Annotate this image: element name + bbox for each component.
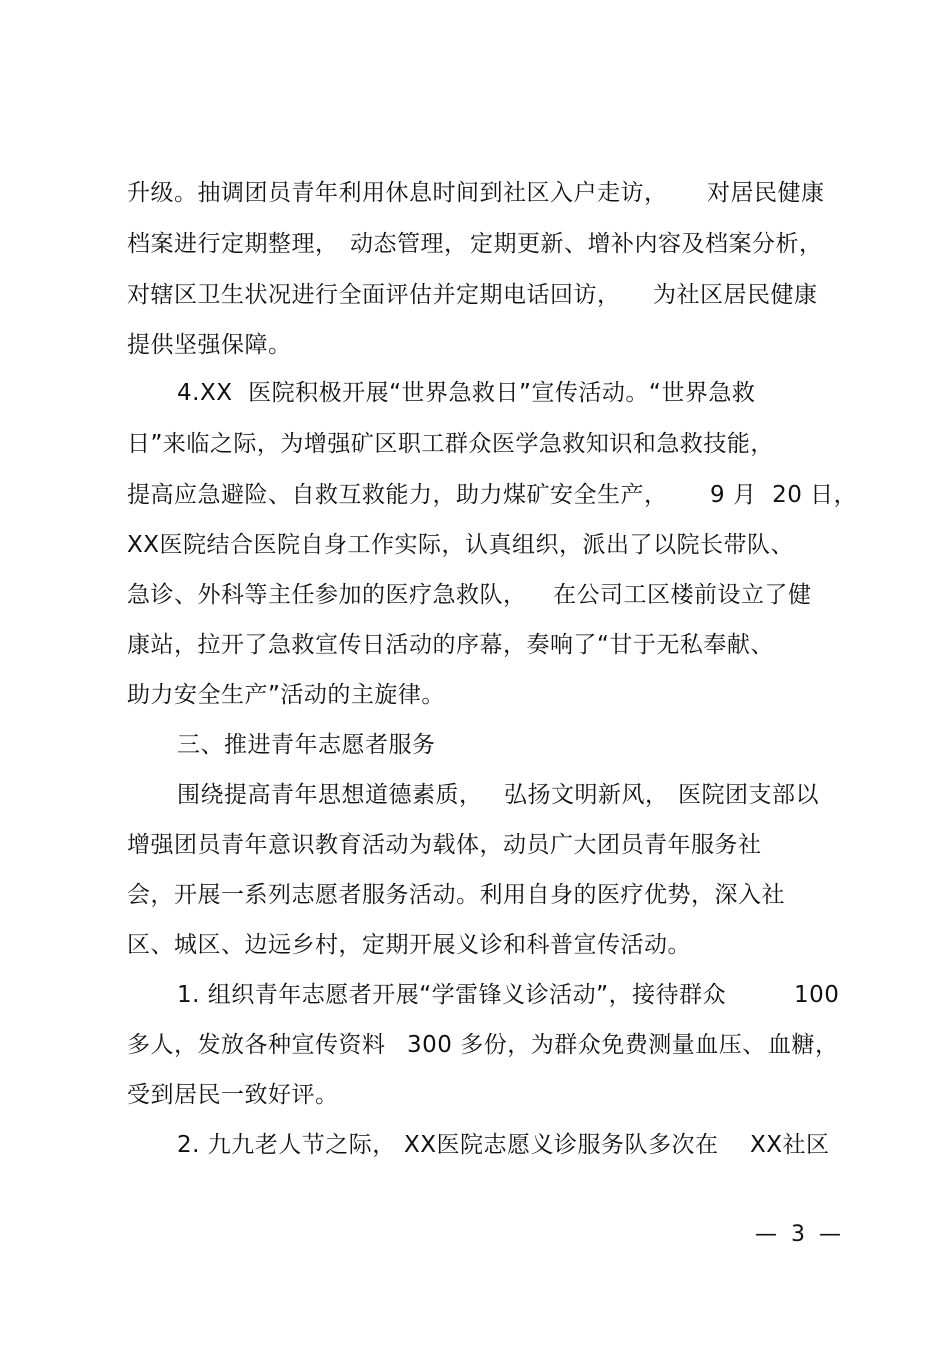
section-heading: 三、推进青年志愿者服务 <box>177 732 436 758</box>
text-line: 康站，拉开了急救宣传日活动的序幕，奏响了“甘于无私奉献、 <box>127 632 774 658</box>
text-line: 医院团支部以 <box>678 782 819 808</box>
text-line: 为社区居民健康 <box>653 282 818 308</box>
text-line: 弘扬文明新风， <box>504 782 669 808</box>
text-line: 对辖区卫生状况进行全面评估并定期电话回访， <box>127 282 621 308</box>
text-line: 会，开展一系列志愿者服务活动。利用自身的医疗优势，深入社 <box>127 882 785 908</box>
text-line: 急诊、外科等主任参加的医疗急救队， <box>127 582 527 608</box>
text-line: 受到居民一致好评。 <box>127 1082 339 1108</box>
text-line: XX医院结合医院自身工作实际，认真组织，派出了以院长带队、 <box>127 532 795 558</box>
text-line: 提高应急避险、自救互救能力，助力煤矿安全生产， <box>127 482 668 508</box>
text-line: 9 月 20 日， <box>710 482 858 508</box>
text-line: 升级。抽调团员青年利用休息时间到社区入户走访， <box>127 180 668 206</box>
text-line: 对居民健康 <box>707 180 825 206</box>
text-line: 提供坚强保障。 <box>127 332 292 358</box>
text-line: 日”来临之际，为增强矿区职工群众医学急救知识和急救技能， <box>127 431 774 457</box>
text-line: 2. 九九老人节之际， <box>177 1132 396 1158</box>
text-line: 300 多份，为群众免费测量血压、 <box>407 1032 766 1058</box>
text-line: 助力安全生产”活动的主旋律。 <box>127 682 445 708</box>
text-line: 1. 组织青年志愿者开展“学雷锋义诊活动”，接待群众 <box>177 982 727 1008</box>
text-line: 多人，发放各种宣传资料 <box>127 1032 386 1058</box>
text-line: XX医院志愿义诊服务队多次在 <box>404 1132 719 1158</box>
text-line: 4.XX 医院积极开展“世界急救日”宣传活动。“世界急救 <box>177 380 756 406</box>
text-line: 在公司工区楼前设立了健 <box>553 582 812 608</box>
text-line: 血糖， <box>768 1032 839 1058</box>
page-number: — 3 — <box>755 1222 841 1247</box>
text-line: 定期更新、增补内容及档案分析， <box>470 231 823 257</box>
text-line: 100 <box>794 982 840 1008</box>
text-line: 区、城区、边远乡村，定期开展义诊和科普宣传活动。 <box>127 932 691 958</box>
text-line: 档案进行定期整理， <box>127 231 339 257</box>
text-line: 增强团员青年意识教育活动为载体，动员广大团员青年服务社 <box>127 832 762 858</box>
text-line: XX社区 <box>750 1132 830 1158</box>
text-line: 动态管理， <box>350 231 468 257</box>
text-line: 围绕提高青年思想道德素质， <box>177 782 483 808</box>
